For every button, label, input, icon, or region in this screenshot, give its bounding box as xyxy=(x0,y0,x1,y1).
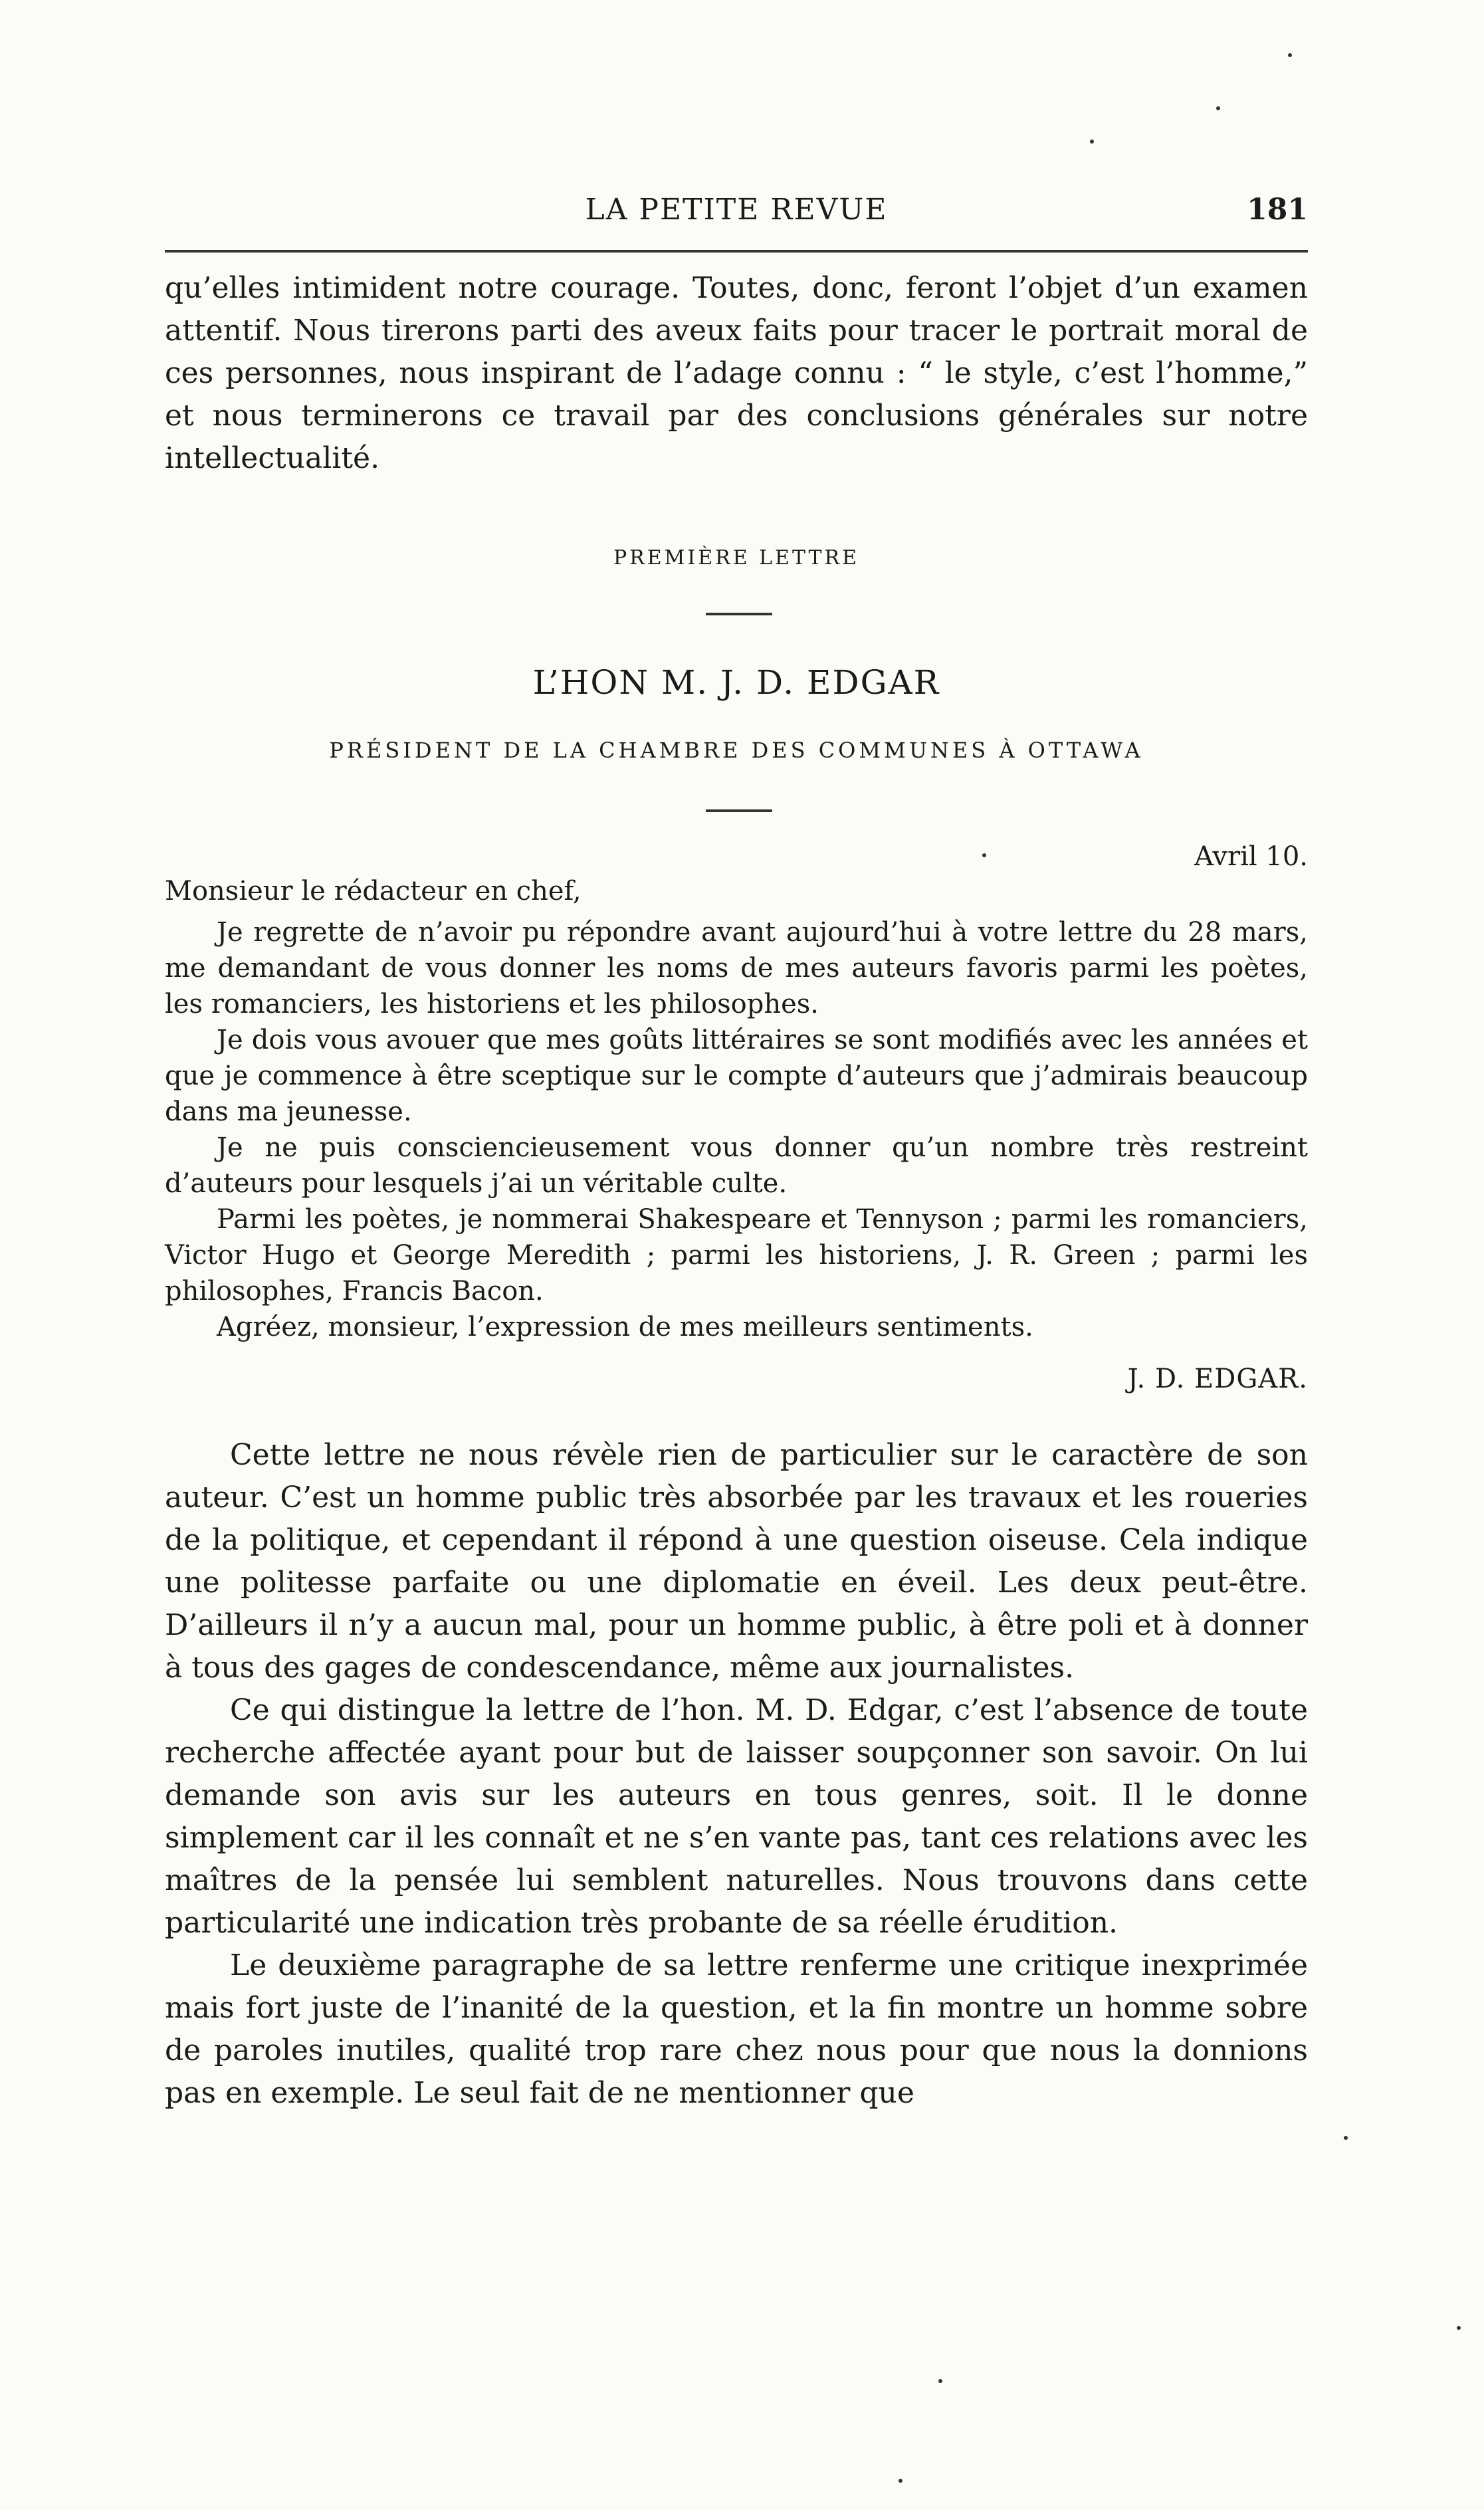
letter-paragraph: Je regrette de n’avoir pu répondre avant aujourd’hui à votre lettre du 28 mars, me demandant de vous donner les noms de mes auteurs favoris parmi les poètes, les romanciers, les historiens et les philosophes. xyxy=(165,917,1308,1019)
letter-salutation: Monsieur le rédacteur en chef, xyxy=(165,876,582,906)
letter-author-title: PRÉSIDENT DE LA CHAMBRE DES COMMUNES À OTTAWA xyxy=(329,738,1144,763)
letter-signature: J. D. EDGAR. xyxy=(1127,1364,1308,1394)
commentary-paragraph: Ce qui distingue la lettre de l’hon. M. D. Edgar, c’est l’absence de toute recherche affectée ayant pour but de laisser soupçonner son savoir. On lui demande son avis sur les auteurs en tous genres, soit. Il le donne simplement car il les connaît et ne s’en vante pas, tant ces relations avec les maîtres de la pensée lui semblent naturelles. Nous trouvons dans cette particularité une indication très probante de sa réelle érudition. xyxy=(165,1693,1308,1940)
commentary-paragraph: Le deuxième paragraphe de sa lettre renferme une critique inexprimée mais fort juste de l’inanité de la question, et la fin montre un homme sobre de paroles inutiles, qualité trop rare chez nous pour que nous la donnions pas en exemple. Le seul fait de ne mentionner que xyxy=(165,1948,1308,2110)
running-header xyxy=(165,193,1308,239)
intro-paragraph: qu’elles intimident notre courage. Toutes, donc, feront l’objet d’un examen attentif. Nous tirerons parti des aveux faits pour tracer le portrait moral de ces personnes, nous inspirant de l’adage connu : “ le style, c’est l’homme,” et nous terminerons ce travail par des conclusions générales sur notre intellectualité. xyxy=(165,271,1308,475)
page-number: 181 xyxy=(1247,193,1308,227)
letter-date: Avril 10. xyxy=(1194,841,1308,872)
section-rule-1 xyxy=(706,613,772,615)
scan-speck xyxy=(1090,140,1094,144)
running-title: LA PETITE REVUE xyxy=(585,193,888,227)
letter-author-name: L’HON M. J. D. EDGAR xyxy=(532,663,940,702)
scan-speck xyxy=(982,853,986,857)
section-rule-2 xyxy=(706,809,772,812)
intro-block xyxy=(165,267,1308,480)
scan-speck xyxy=(1216,106,1220,110)
scan-speck xyxy=(938,2379,942,2383)
scan-speck xyxy=(1457,2326,1461,2330)
letter-paragraph: Parmi les poètes, je nommerai Shakespeare et Tennyson ; parmi les romanciers, Victor Hugo et George Meredith ; parmi les historiens, J. R. Green ; parmi les philosophes, Francis Bacon. xyxy=(165,1204,1308,1307)
letter-body xyxy=(165,914,1308,1345)
section-label: PREMIÈRE LETTRE xyxy=(613,546,860,570)
letter-paragraph: Je dois vous avouer que mes goûts littéraires se sont modifiés avec les années et que je commence à être sceptique sur le compte d’auteurs que j’admirais beaucoup dans ma jeunesse. xyxy=(165,1025,1308,1127)
commentary-paragraph: Cette lettre ne nous révèle rien de particulier sur le caractère de son auteur. C’est un homme public très absorbée par les travaux et les roueries de la politique, et cependant il répond à une question oiseuse. Cela indique une politesse parfaite ou une diplomatie en éveil. Les deux peut-être. D’ailleurs il n’y a aucun mal, pour un homme public, à être poli et à donner à tous des gages de condescendance, même aux journalistes. xyxy=(165,1438,1308,1685)
header-rule xyxy=(165,250,1308,253)
letter-paragraph: Je ne puis consciencieusement vous donner qu’un nombre très restreint d’auteurs pour lesquels j’ai un véritable culte. xyxy=(165,1132,1308,1199)
letter-paragraph: Agréez, monsieur, l’expression de mes meilleurs sentiments. xyxy=(217,1312,1033,1342)
scan-speck xyxy=(899,2479,902,2483)
scan-speck xyxy=(1344,2136,1348,2140)
commentary-block xyxy=(165,1434,1308,2115)
scan-speck xyxy=(1288,53,1292,57)
